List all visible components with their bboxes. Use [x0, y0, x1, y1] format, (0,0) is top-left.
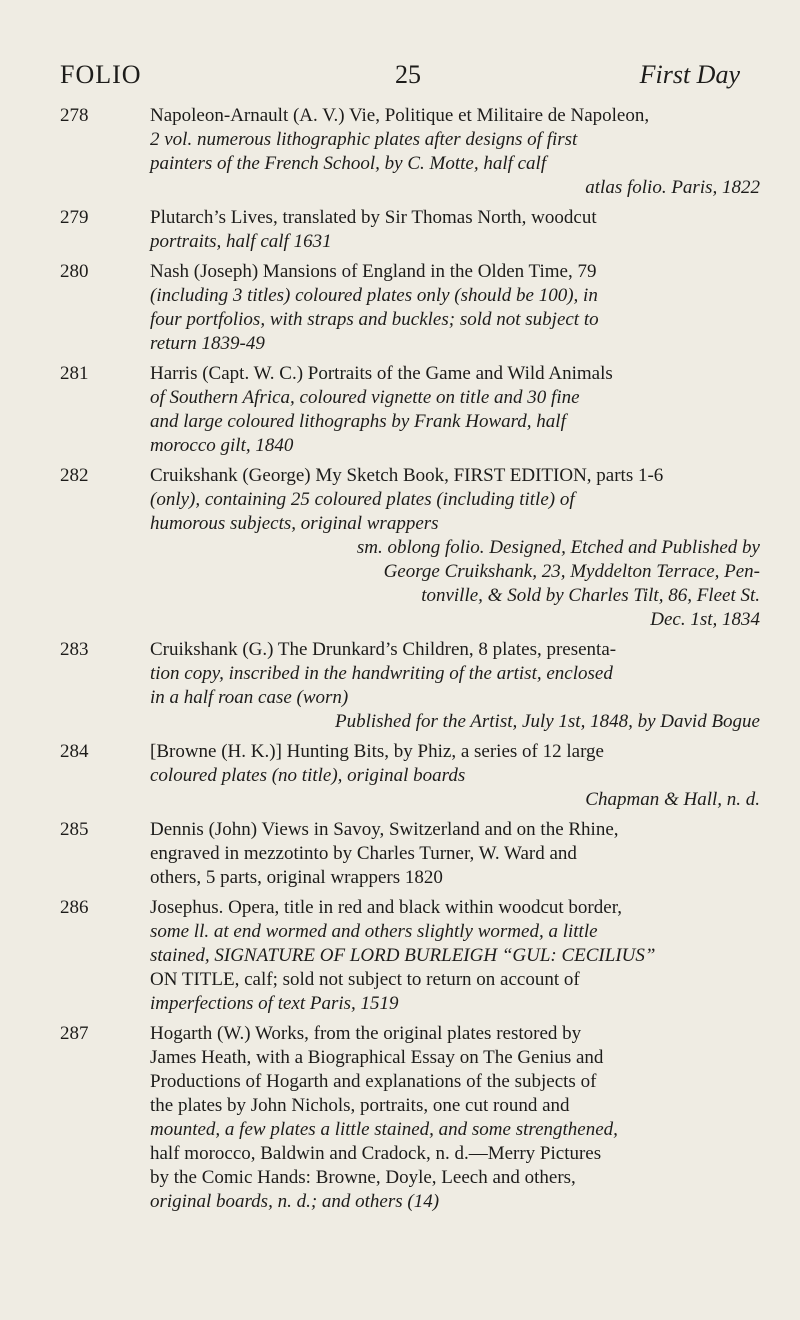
lot-line: Cruikshank (G.) The Drunkard’s Children, 8 plates, presenta- — [150, 639, 617, 660]
lot-line: portraits, half calf 1631 — [150, 231, 332, 252]
lot-number: 283 — [60, 639, 89, 660]
lot-line: return 1839-49 — [150, 333, 265, 354]
lot-line: in a half roan case (worn) — [150, 687, 349, 708]
lot-number: 286 — [60, 897, 89, 918]
lot-number: 278 — [60, 105, 89, 126]
lot-line: Dennis (John) Views in Savoy, Switzerland and on the Rhine, — [150, 819, 619, 840]
lot-line: ON TITLE, calf; sold not subject to return on account of — [150, 969, 580, 990]
lot-number: 280 — [60, 261, 89, 282]
lot-line: tion copy, inscribed in the handwriting of the artist, enclosed — [150, 663, 613, 684]
lot-line: George Cruikshank, 23, Myddelton Terrace, Pen- — [383, 561, 760, 582]
lot-description — [150, 896, 760, 1016]
lot-number: 282 — [60, 465, 89, 486]
lot-description — [150, 818, 760, 890]
lot-line: Cruikshank (George) My Sketch Book, FIRST EDITION, parts 1-6 — [150, 465, 664, 486]
lot-line: imperfections of text Paris, 1519 — [150, 993, 399, 1014]
lot-line: Nash (Joseph) Mansions of England in the Olden Time, 79 — [150, 261, 597, 282]
lot-description — [150, 260, 760, 356]
lot-line: Plutarch’s Lives, translated by Sir Thomas North, woodcut — [150, 207, 597, 228]
lot-line: 2 vol. numerous lithographic plates after designs of first — [150, 129, 578, 150]
lot-line: painters of the French School, by C. Motte, half calf — [150, 153, 547, 174]
lot-line: Published for the Artist, July 1st, 1848, by David Bogue — [335, 711, 760, 732]
lot-line: humorous subjects, original wrappers — [150, 513, 439, 534]
lot-line: Harris (Capt. W. C.) Portraits of the Game and Wild Animals — [150, 363, 613, 384]
lot-line: Dec. 1st, 1834 — [650, 609, 760, 630]
lot-line: some ll. at end wormed and others slightly wormed, a little — [150, 921, 598, 942]
lot-number: 279 — [60, 207, 89, 228]
day-label: First Day — [639, 60, 740, 89]
lot-line: four portfolios, with straps and buckles; sold not subject to — [150, 309, 599, 330]
lot-line: and large coloured lithographs by Frank Howard, half — [150, 411, 566, 432]
running-head — [60, 60, 740, 100]
lot-line: Napoleon-Arnault (A. V.) Vie, Politique et Militaire de Napoleon, — [150, 105, 650, 126]
lot-line: half morocco, Baldwin and Cradock, n. d.—Merry Pictures — [150, 1143, 602, 1164]
lot-line: atlas folio. Paris, 1822 — [585, 177, 760, 198]
folio-label: FOLIO — [60, 60, 142, 89]
lot-line: others, 5 parts, original wrappers 1820 — [150, 867, 443, 888]
lot-line: tonville, & Sold by Charles Tilt, 86, Fleet St. — [421, 585, 760, 606]
page-number: 25 — [395, 60, 421, 89]
lot-line: Chapman & Hall, n. d. — [585, 789, 760, 810]
lot-line: (including 3 titles) coloured plates only (should be 100), in — [150, 285, 598, 306]
lot-line: Josephus. Opera, title in red and black within woodcut border, — [150, 897, 623, 918]
lot-number: 287 — [60, 1023, 89, 1044]
lot-description — [150, 464, 760, 632]
lot-line: morocco gilt, 1840 — [150, 435, 294, 456]
lot-line: by the Comic Hands: Browne, Doyle, Leech and others, — [150, 1167, 576, 1188]
lot-description — [150, 104, 760, 200]
lot-description — [150, 1022, 760, 1214]
lot-line: the plates by John Nichols, portraits, one cut round and — [150, 1095, 570, 1116]
lot-line: Hogarth (W.) Works, from the original plates restored by — [150, 1023, 582, 1044]
lot-number: 281 — [60, 363, 89, 384]
lot-line: [Browne (H. K.)] Hunting Bits, by Phiz, a series of 12 large — [150, 741, 604, 762]
lot-number: 284 — [60, 741, 89, 762]
lot-line: (only), containing 25 coloured plates (including title) of — [150, 489, 575, 510]
lot-line: engraved in mezzotinto by Charles Turner, W. Ward and — [150, 843, 577, 864]
lot-line: of Southern Africa, coloured vignette on title and 30 fine — [150, 387, 580, 408]
lot-line: coloured plates (no title), original boards — [150, 765, 466, 786]
lot-description — [150, 638, 760, 734]
lot-description — [150, 206, 760, 254]
lot-line: mounted, a few plates a little stained, and some strengthened, — [150, 1119, 618, 1140]
lot-description — [150, 740, 760, 812]
lot-line: James Heath, with a Biographical Essay on The Genius and — [150, 1047, 604, 1068]
lot-description — [150, 362, 760, 458]
lot-line: stained, SIGNATURE OF LORD BURLEIGH “GUL: CECILIUS” — [150, 945, 656, 966]
lot-line: Productions of Hogarth and explanations of the subjects of — [150, 1071, 597, 1092]
lot-number: 285 — [60, 819, 89, 840]
lot-line: sm. oblong folio. Designed, Etched and Published by — [356, 537, 760, 558]
lot-line: original boards, n. d.; and others (14) — [150, 1191, 440, 1212]
